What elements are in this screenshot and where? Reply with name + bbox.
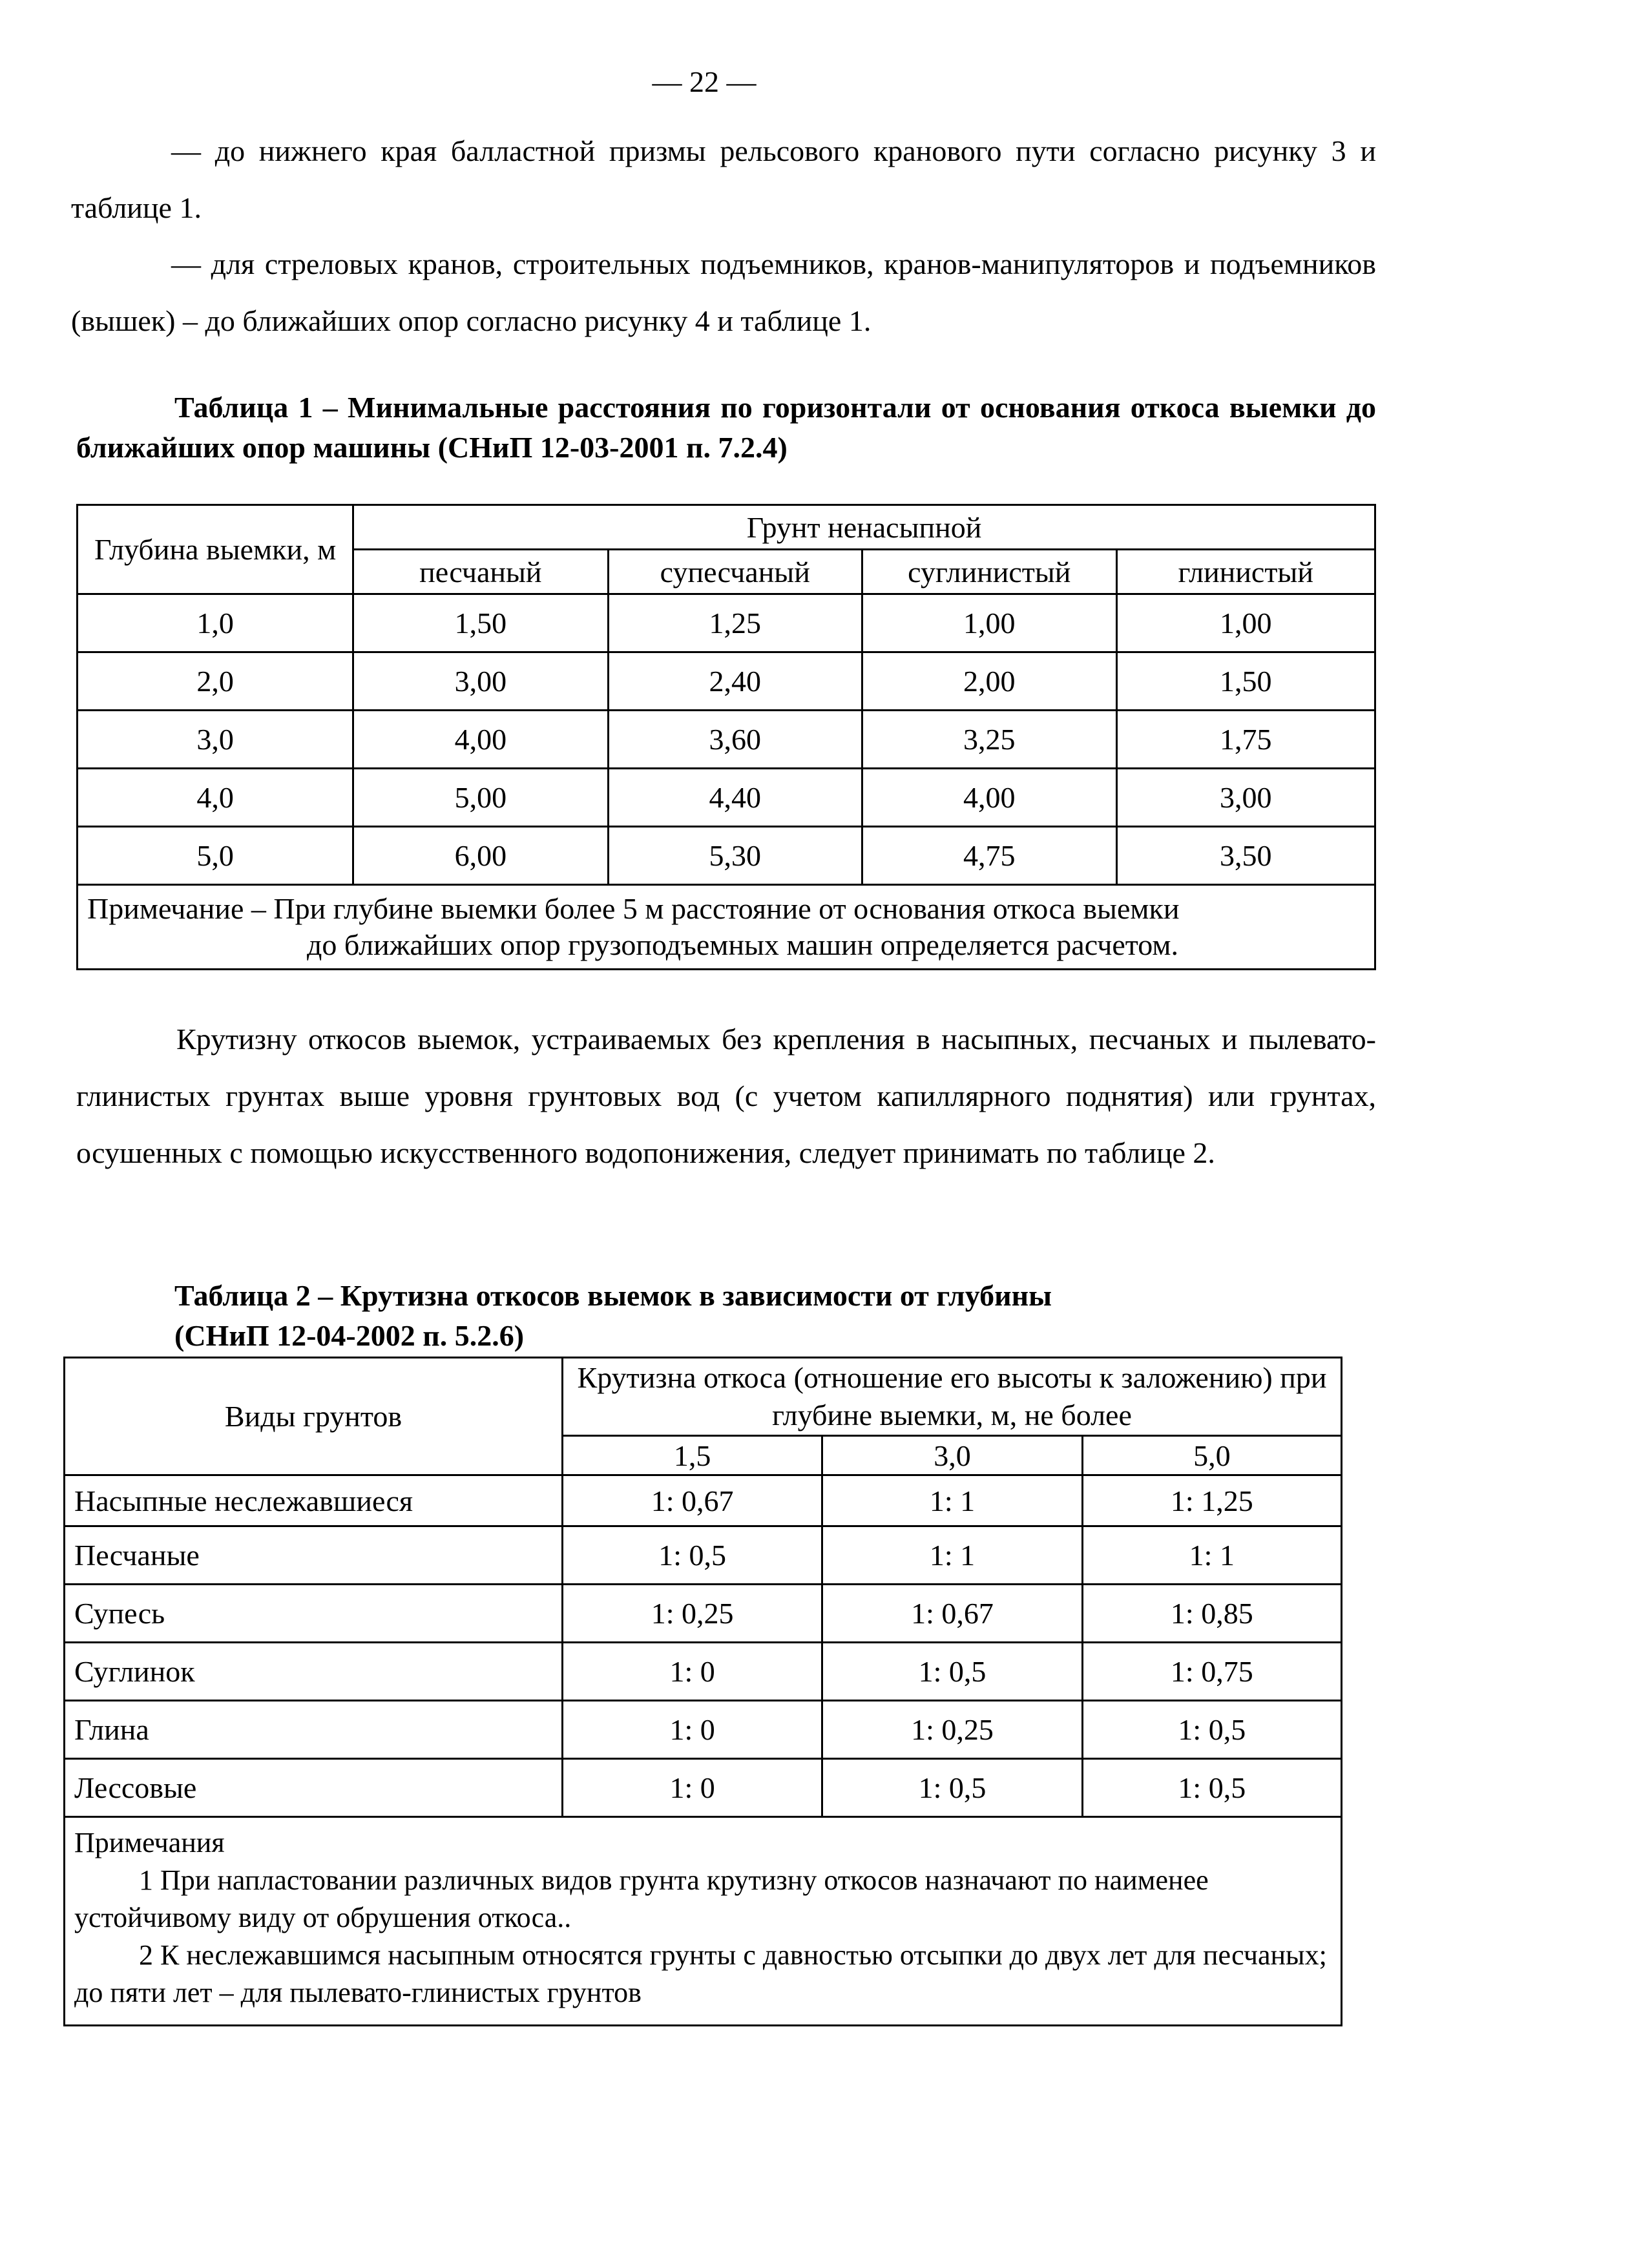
table-cell: 3,60 xyxy=(608,711,862,769)
body-paragraph: Крутизну откосов выемок, устраиваемых без крепления в насыпных, песчаных и пылевато-глинистых грунтах выше уровня грунтовых вод (с учетом капиллярного поднятия) или грунтах, осушенных с помощью искусственного водопонижения, следует принимать по таблице 2. xyxy=(76,1023,1376,1169)
table-cell: Супесь xyxy=(65,1585,563,1643)
table-cell: 1: 1 xyxy=(822,1475,1082,1526)
table-row xyxy=(65,1759,1342,1817)
table-row xyxy=(78,594,1375,652)
table-row xyxy=(78,711,1375,769)
table-cell: 2,40 xyxy=(608,652,862,711)
table-cell: 1: 0,67 xyxy=(563,1475,822,1526)
table2-note-1: 1 При напластовании различных видов грунта крутизну откосов назначают по наименее устойчивому виду от обрушения откоса.. xyxy=(74,1864,1209,1933)
table-cell: 5,0 xyxy=(78,827,353,885)
table-cell: 1,50 xyxy=(353,594,608,652)
table-cell: 3,50 xyxy=(1116,827,1375,885)
intro-paragraph-1: — до нижнего края балластной призмы рельсового кранового пути согласно рисунку 3 и таблице 1. xyxy=(71,134,1376,224)
table-row xyxy=(78,827,1375,885)
table-cell: 4,00 xyxy=(353,711,608,769)
table2-note-2: 2 К неслежавшимся насыпным относятся грунты с давностью отсыпки до двух лет для песчаных; до пяти лет – для пылевато-глинистых грунтов xyxy=(74,1939,1327,2008)
table-cell: 2,0 xyxy=(78,652,353,711)
table-cell: 1: 0 xyxy=(563,1759,822,1817)
table-cell: 1: 0,85 xyxy=(1082,1585,1341,1643)
table2-notes-title: Примечания xyxy=(74,1827,225,1858)
table-cell: 1: 0,25 xyxy=(822,1701,1082,1759)
table2-col-header: 1,5 xyxy=(563,1436,822,1475)
table1-col-header: суглинистый xyxy=(862,550,1117,594)
table-cell: 1: 0,67 xyxy=(822,1585,1082,1643)
table2-notes-row xyxy=(65,1817,1342,2026)
table-cell: 1: 0,5 xyxy=(822,1643,1082,1701)
table-cell: Глина xyxy=(65,1701,563,1759)
table2-caption-line1: Таблица 2 – Крутизна откосов выемок в зависимости от глубины xyxy=(174,1279,1052,1312)
table-cell: 1: 0,5 xyxy=(563,1526,822,1585)
table-cell: 1: 0 xyxy=(563,1701,822,1759)
table1-note-line1: Примечание – При глубине выемки более 5 м расстояние от основания откоса выемки xyxy=(87,892,1180,925)
table-row xyxy=(65,1585,1342,1643)
table-cell: Лессовые xyxy=(65,1759,563,1817)
table-cell: 4,0 xyxy=(78,769,353,827)
table1 xyxy=(76,504,1376,970)
table-cell: 5,30 xyxy=(608,827,862,885)
intro-paragraph-2: — для стреловых кранов, строительных подъемников, кранов-манипуляторов и подъемников (вышек) – до ближайших опор согласно рисунку 4 и таблице 1. xyxy=(71,247,1376,337)
table-cell: 1: 0,5 xyxy=(822,1759,1082,1817)
table-cell: 1,00 xyxy=(862,594,1117,652)
table-cell: 1,25 xyxy=(608,594,862,652)
table2-group-header: Крутизна откоса (отношение его высоты к заложению) при глубине выемки, м, не более xyxy=(563,1358,1342,1436)
table-cell: 3,00 xyxy=(1116,769,1375,827)
table-cell: 1,00 xyxy=(1116,594,1375,652)
table1-col-header: супесчаный xyxy=(608,550,862,594)
table-cell: 1: 0,25 xyxy=(563,1585,822,1643)
table-row xyxy=(78,652,1375,711)
table-cell: 4,40 xyxy=(608,769,862,827)
table1-header-row xyxy=(78,505,1375,550)
table-row xyxy=(65,1526,1342,1585)
table2-header-row xyxy=(65,1358,1342,1436)
table2-col-header: 3,0 xyxy=(822,1436,1082,1475)
table-cell: 1,75 xyxy=(1116,711,1375,769)
table-cell: 4,75 xyxy=(862,827,1117,885)
page-number: — 22 — xyxy=(652,65,757,98)
table-cell: 6,00 xyxy=(353,827,608,885)
table-cell: 1: 1,25 xyxy=(1082,1475,1341,1526)
table2-col-header: 5,0 xyxy=(1082,1436,1341,1475)
table2-caption-line2: (СНиП 12-04-2002 п. 5.2.6) xyxy=(174,1319,525,1352)
table1-col-header: песчаный xyxy=(353,550,608,594)
table2-notes xyxy=(65,1817,1342,2026)
table1-note-row xyxy=(78,885,1375,970)
table-cell: 2,00 xyxy=(862,652,1117,711)
table-row xyxy=(65,1701,1342,1759)
table-cell: 3,00 xyxy=(353,652,608,711)
table-cell: 1,50 xyxy=(1116,652,1375,711)
table-cell: 1: 0 xyxy=(563,1643,822,1701)
table-cell: Насыпные неслежавшиеся xyxy=(65,1475,563,1526)
table-cell: 1: 0,5 xyxy=(1082,1759,1341,1817)
table-cell: 1: 1 xyxy=(822,1526,1082,1585)
table1-col-header: глинистый xyxy=(1116,550,1375,594)
table2-caption xyxy=(174,1276,1273,1356)
table-row xyxy=(78,769,1375,827)
table1-group-header: Грунт ненасыпной xyxy=(353,505,1375,550)
table-cell: 3,25 xyxy=(862,711,1117,769)
table1-note xyxy=(78,885,1375,970)
table1-caption: Таблица 1 – Минимальные расстояния по горизонтали от основания откоса выемки до ближайших опор машины (СНиП 12-03-2001 п. 7.2.4) xyxy=(76,391,1376,464)
table-cell: 1: 0,5 xyxy=(1082,1701,1341,1759)
table-cell: Суглинок xyxy=(65,1643,563,1701)
table-cell: Песчаные xyxy=(65,1526,563,1585)
table2 xyxy=(63,1357,1342,2026)
table2-type-header: Виды грунтов xyxy=(65,1358,563,1475)
table1-note-line2: до ближайших опор грузоподъемных машин определяется расчетом. xyxy=(307,928,1178,961)
table-cell: 1,0 xyxy=(78,594,353,652)
table-cell: 3,0 xyxy=(78,711,353,769)
table1-depth-header: Глубина выемки, м xyxy=(78,505,353,594)
table-cell: 4,00 xyxy=(862,769,1117,827)
table-cell: 1: 0,75 xyxy=(1082,1643,1341,1701)
table-row xyxy=(65,1475,1342,1526)
table-row xyxy=(65,1643,1342,1701)
table-cell: 5,00 xyxy=(353,769,608,827)
table-cell: 1: 1 xyxy=(1082,1526,1341,1585)
